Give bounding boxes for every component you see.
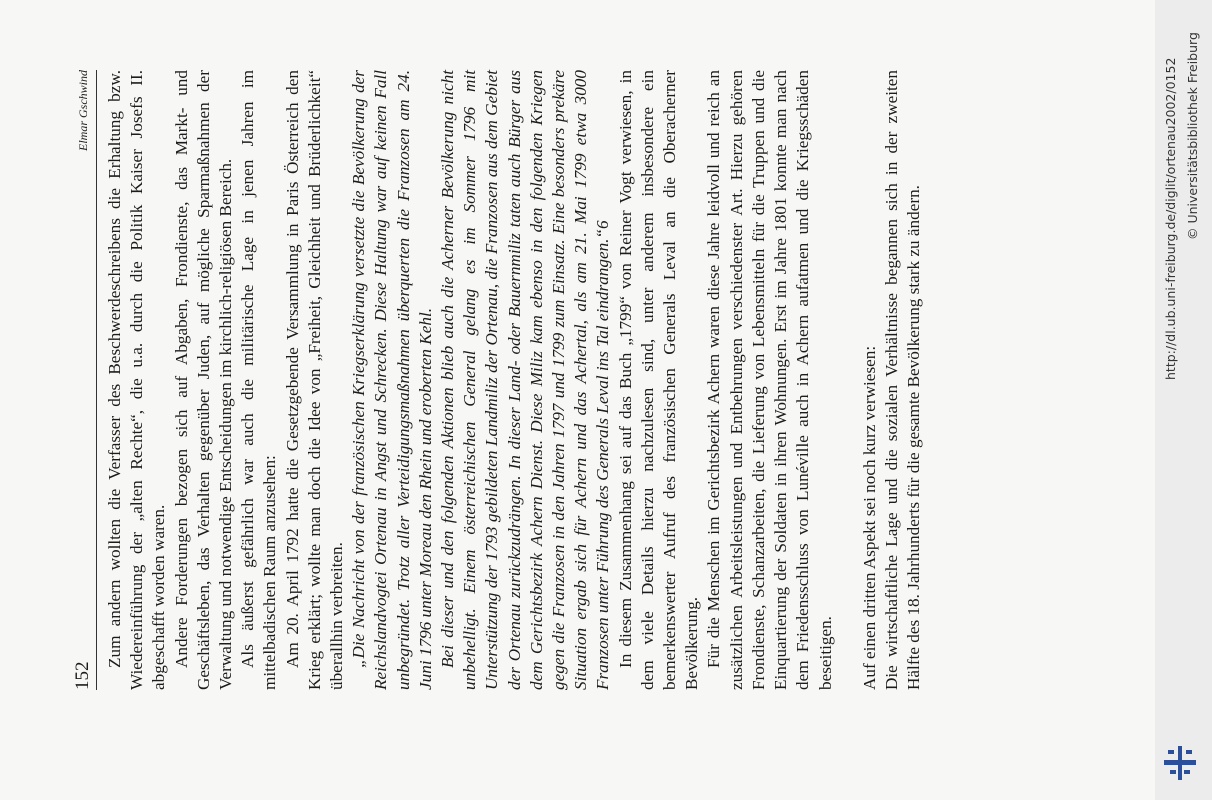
source-url-link[interactable]: http://dl.ub.uni-freiburg.de/diglit/ortenau2002/0152 <box>1163 57 1178 380</box>
sidebar-rotated-text <box>1155 0 1212 800</box>
quote-paragraph: Bei dieser und den folgenden Aktionen blieb auch die Acherner Bevölkerung nicht unbehelligt. Einem österreichischen General gelang es im Sommer 1796 mit Unterstützung der 1793 gebildeten Landmiliz der Ortenau, die Franzosen aus dem Gebiet der Ortenau zurückzudrängen. In dieser Land- oder Bauernmiliz taten auch Bürger aus dem Gerichtsbezirk Achern Dienst. Diese Miliz kam ebenso in den folgenden Kriegen gegen die Franzosen in den Jahren 1797 und 1799 zum Einsatz. Eine besonders prekäre Situation ergab sich für Achern und das Achertal, als am 21. Mai 1799 etwa 3000 Franzosen unter Führung des Generals Leval ins Tal eindrangen.“6 <box>438 70 613 690</box>
quote-paragraph: „Die Nachricht von der französischen Kriegserklärung versetzte die Bevölkerung der Reichslandvogtei Ortenau in Angst und Schrecken. Diese Haltung war auf keinen Fall unbegründet. Trotz aller Verteidigungsmaßnahmen überquerten die Franzosen am 24. Juni 1796 unter Moreau den Rhein und eroberten Kehl. <box>349 70 435 690</box>
rotated-page-content <box>70 60 1070 700</box>
page-number: 152 <box>72 661 93 690</box>
running-author: Elmar Gschwind <box>76 70 90 151</box>
paragraph: Die wirtschaftliche Lage und die sozialen Verhältnisse begannen sich in der zweiten Hälfte des 18. Jahrhunderts für die gesamte Bevölkerung stark zu ändern. <box>881 70 924 690</box>
paragraph: Auf einen dritten Aspekt sei noch kurz verwiesen: <box>859 345 879 690</box>
paragraph: Am 20. April 1792 hatte die Gesetzgebende Versammlung in Paris Österreich den Krieg erklärt; wollte man doch die Idee von „Freiheit, Gleichheit und Brüderlichkeit“ überallhin verbreiten. <box>282 70 347 690</box>
paragraph: Zum andern wollten die Verfasser des Beschwerdeschreibens die Erhaltung bzw. Wiedereinführung der „alten Rechte“, die u.a. durch die Politik Kaiser Josefs II. abgeschafft worden waren. <box>105 70 169 690</box>
paragraph: Als äußerst gefährlich war auch die militärische Lage in jenen Jahren im mittelbadischen Raum anzusehen: <box>238 70 280 690</box>
ub-freiburg-logo-icon <box>1160 742 1200 782</box>
library-sidebar <box>1155 0 1212 800</box>
copyright-notice: © Universitätsbibliothek Freiburg <box>1185 32 1200 240</box>
running-header <box>70 70 97 690</box>
paragraph: Andere Forderungen bezogen sich auf Abgaben, Frondienste, das Markt- und Geschäftsleben, das Verhalten gegenüber Juden, auf mögliche Sparmaßnahmen der Verwaltung und notwendige Entscheidungen im kirchlich-religiösen Bereich. <box>171 70 236 690</box>
body-text <box>104 70 925 690</box>
paragraph: Für die Menschen im Gerichtsbezirk Achern waren diese Jahre leidvoll und reich an zusätzlichen Arbeitsleistungen und Entbehrungen verschiedenster Art. Hierzu gehören Frondienste, Schanzarbeiten, die Lieferung von Lebensmitteln für die Truppen und die Einquartierung der Soldaten in ihren Wohnungen. Erst im Jahre 1801 konnte man nach dem Friedensschluss von Lunéville auch in Achern aufatmen und die Kriegsschäden beseitigen. <box>704 70 835 690</box>
paragraph: In diesem Zusammenhang sei auf das Buch „1799“ von Reiner Vogt verwiesen, in dem viele Details hierzu nachzulesen sind, unter anderem insbesondere ein bemerkenswerter Aufruf des französischen Generals Leval an die Oberacherner Bevölkerung. <box>615 70 702 690</box>
